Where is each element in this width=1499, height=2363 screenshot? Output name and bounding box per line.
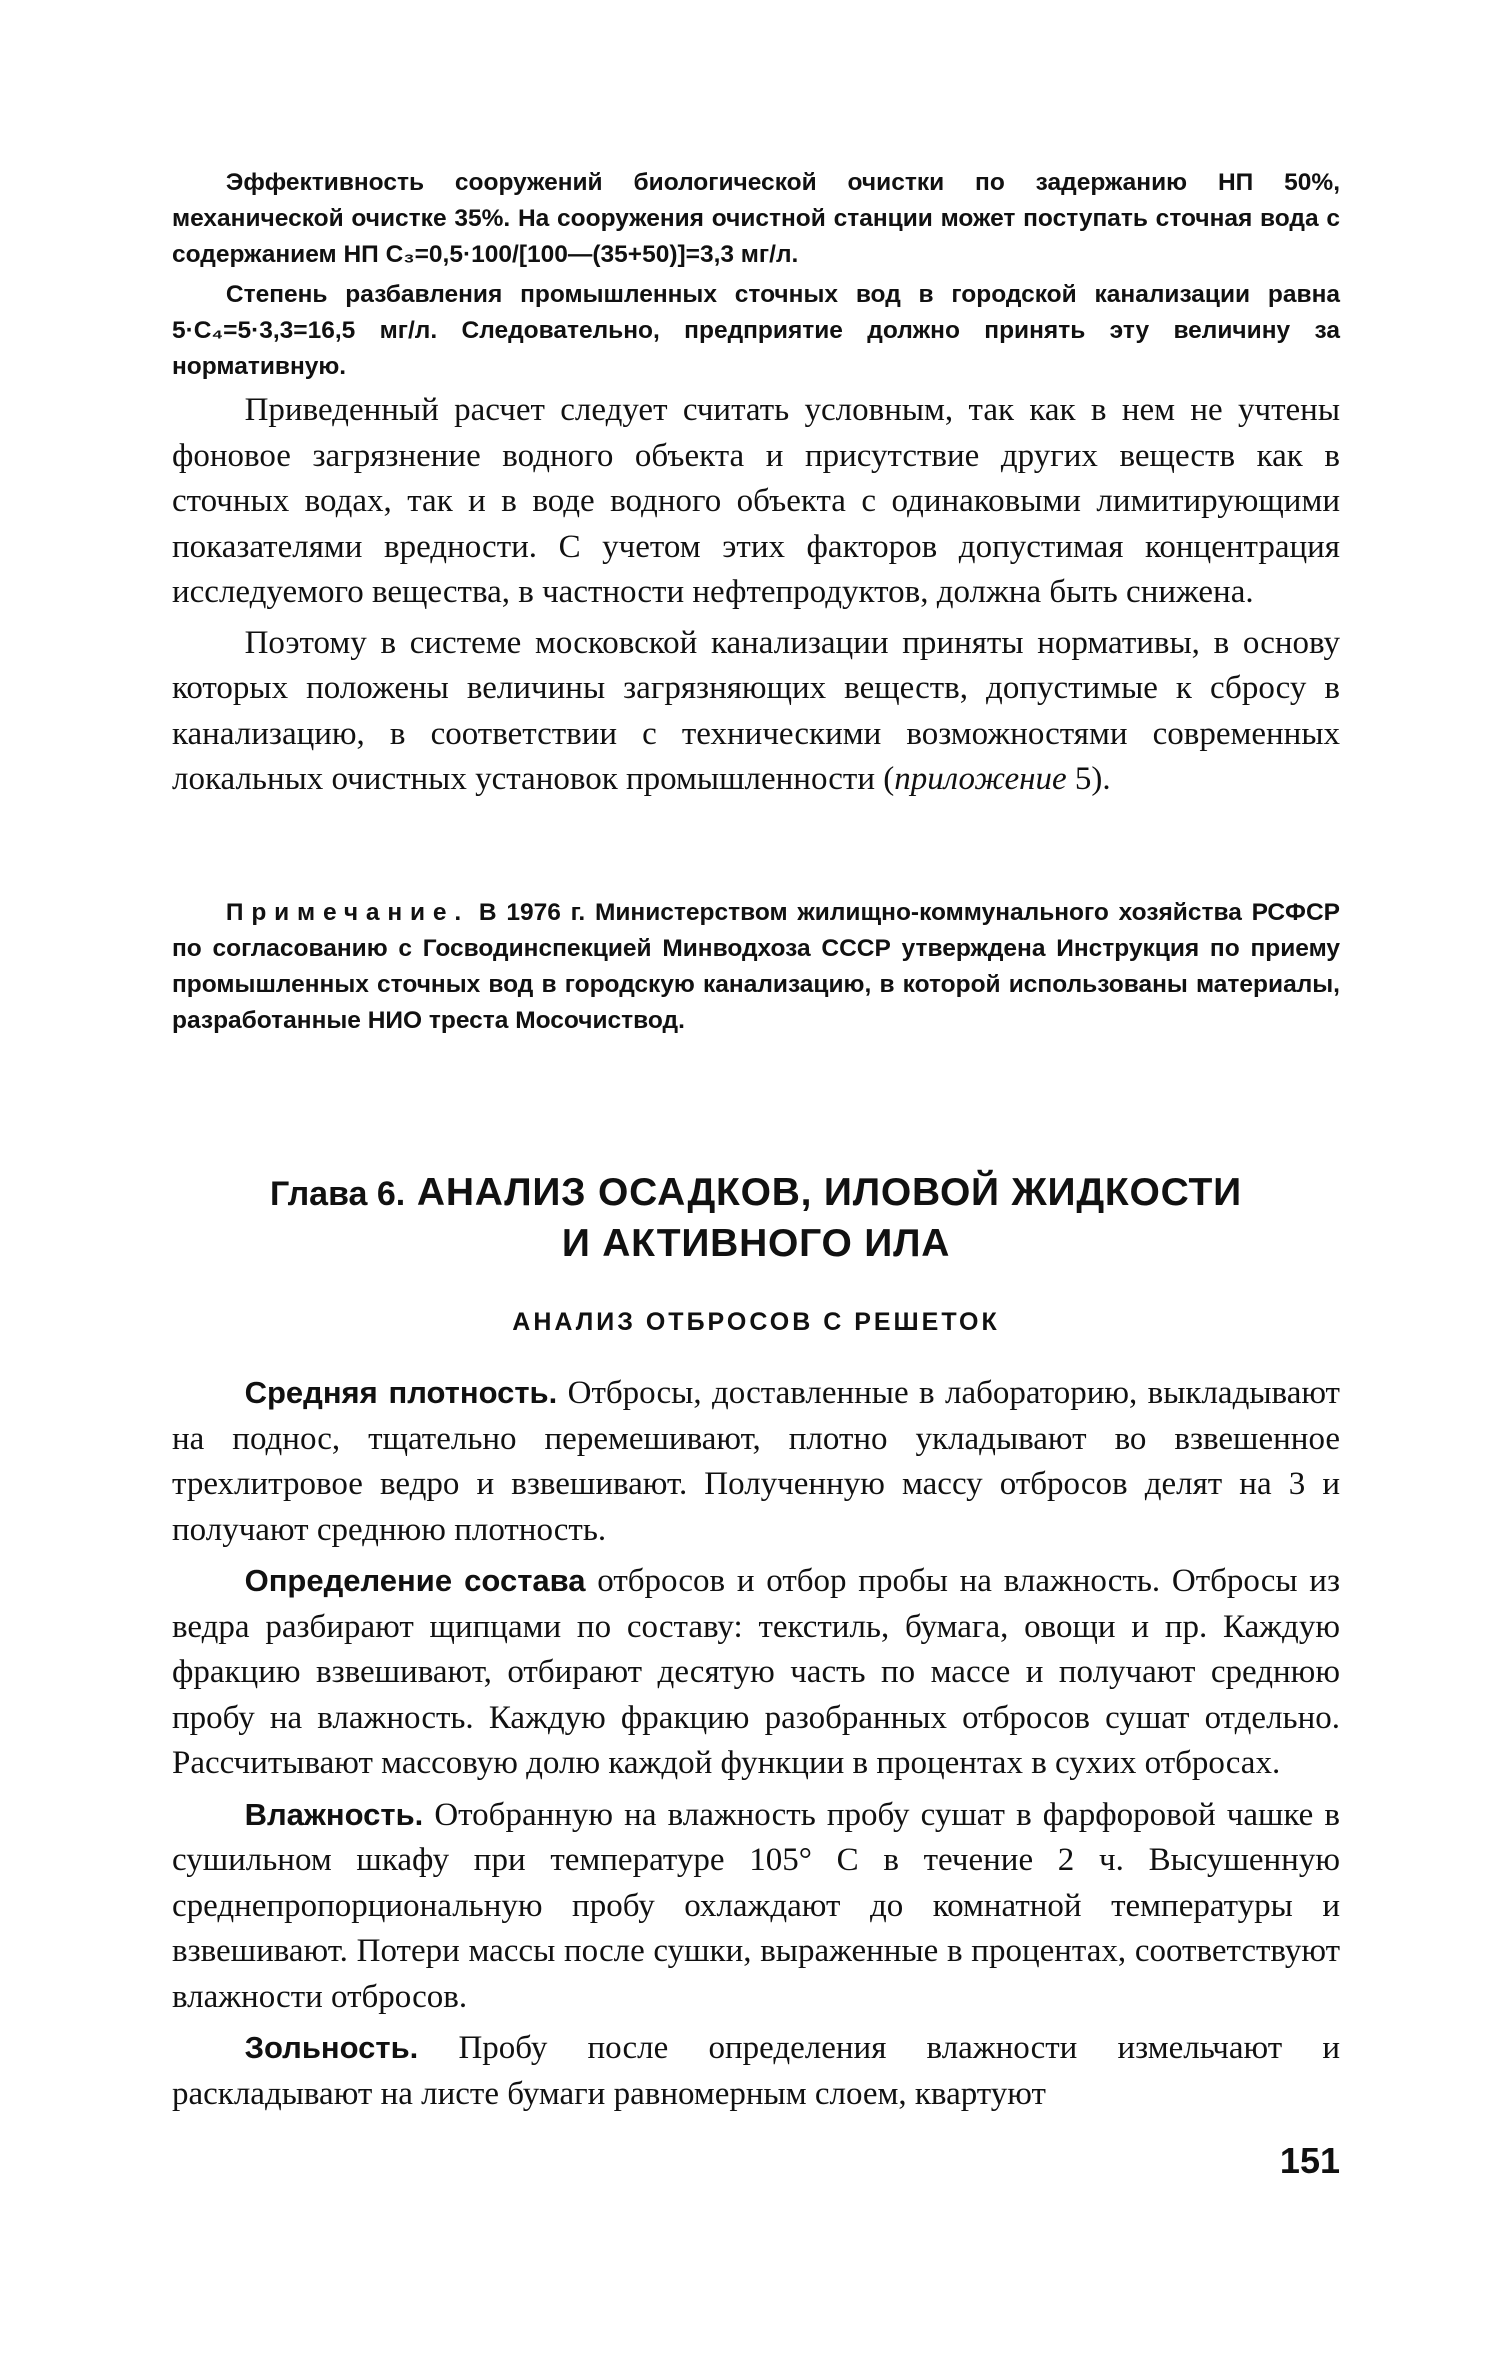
main-text [172, 388, 1340, 803]
chapter-title-line-1 [172, 1168, 1340, 1219]
paragraph-moisture [172, 1792, 1340, 2021]
text-moisture: Отобранную на влажность пробу сушат в фарфоровой чашке в сушильном шкафу при температуре 105° С в течение 2 ч. Высушенную среднепропорциональную пробу охлаждают до комнатной температуры и взвешивают. Потери массы после сушки, выраженные в процентах, соответствуют влажности отбросов. [172, 1796, 1340, 2015]
calc-paragraph-2: Степень разбавления промышленных сточных вод в городской канализации равна 5·C₄=5·3,3=16,5 мг/л. Следовательно, предприятие должно принять эту величину за нормативную. [172, 281, 1340, 380]
chapter-title-line-2: И АКТИВНОГО ИЛА [561, 1222, 951, 1265]
note-paragraph [172, 895, 1340, 1039]
chapter-title [172, 1168, 1340, 1269]
paragraph-density [172, 1370, 1340, 1553]
main-paragraph-1: Приведенный расчет следует считать условным, так как в нем не учтены фоновое загрязнение водного объекта и присутствие других веществ как в сточных водах, так и в воде водного объекта с одинаковыми лимитирующими показателями вредности. С учетом этих факторов допустимая концентрация исследуемого вещества, в частности нефтепродуктов, должна быть снижена. [172, 392, 1340, 610]
section-body [172, 1370, 1340, 2117]
text-ash: Пробу после определения влажности измельчают и раскладывают на листе бумаги равномерным слоем, квартуют [172, 2030, 1340, 2112]
main-paragraph-2-end: 5). [1066, 761, 1111, 797]
calc-block [172, 165, 1340, 385]
main-paragraph-2 [172, 621, 1340, 803]
note-block [172, 895, 1340, 1039]
note-text: В 1976 г. Министерством жилищно-коммунального хозяйства РСФСР по согласованию с Госводинспекцией Минводхоза СССР утверждена Инструкция по приему промышленных сточных вод в городскую канализацию, в которой использованы материалы, разработанные НИО треста Мосочиствод. [172, 899, 1340, 1034]
chapter-number: Глава 6. [270, 1175, 406, 1213]
term-composition: Определение состава [244, 1563, 586, 1598]
note-label: Примечание. [225, 899, 470, 926]
text-density: Отбросы, доставленные в лабораторию, выкладывают на поднос, тщательно перемешивают, плотно укладывают во взвешенное трехлитровое ведро и взвешивают. Полученную массу отбросов делят на 3 и получают среднюю плотность. [172, 1375, 1340, 1548]
chapter-title-text-1: АНАЛИЗ ОСАДКОВ, ИЛОВОЙ ЖИДКОСТИ [405, 1171, 1242, 1214]
term-ash: Зольность. [244, 2030, 419, 2065]
calc-paragraph-1: Эффективность сооружений биологической очистки по задержанию НП 50%, механической очистке 35%. На сооружения очистной станции может поступать сточная вода с содержанием НП C₃=0,5·100/[100—(35+50)]=3,3 мг/л. [172, 169, 1340, 268]
page-number: 151 [1279, 2140, 1340, 2181]
main-paragraph-2-text: Поэтому в системе московской канализации приняты нормативы, в основу которых положены величины загрязняющих веществ, допустимые к сбросу в канализацию, в соответствии с техническими возможностями современных локальных очистных установок промышленности ( [172, 624, 1340, 797]
paragraph-ash [172, 2025, 1340, 2117]
text-composition: отбросов и отбор пробы на влажность. Отбросы из ведра разбирают щипцами по составу: текстиль, бумага, овощи и пр. Каждую фракцию взвешивают, отбирают десятую часть по массе и получают среднюю пробу на влажность. Каждую фракцию разобранных отбросов сушат отдельно. Рассчитывают массовую долю каждой функции в процентах в сухих отбросах. [172, 1563, 1340, 1781]
paragraph-composition [172, 1558, 1340, 1787]
section-title: АНАЛИЗ ОТБРОСОВ С РЕШЕТОК [512, 1308, 1000, 1336]
term-density: Средняя плотность. [244, 1375, 558, 1410]
appendix-reference: приложение [894, 761, 1067, 797]
term-moisture: Влажность. [244, 1796, 424, 1832]
